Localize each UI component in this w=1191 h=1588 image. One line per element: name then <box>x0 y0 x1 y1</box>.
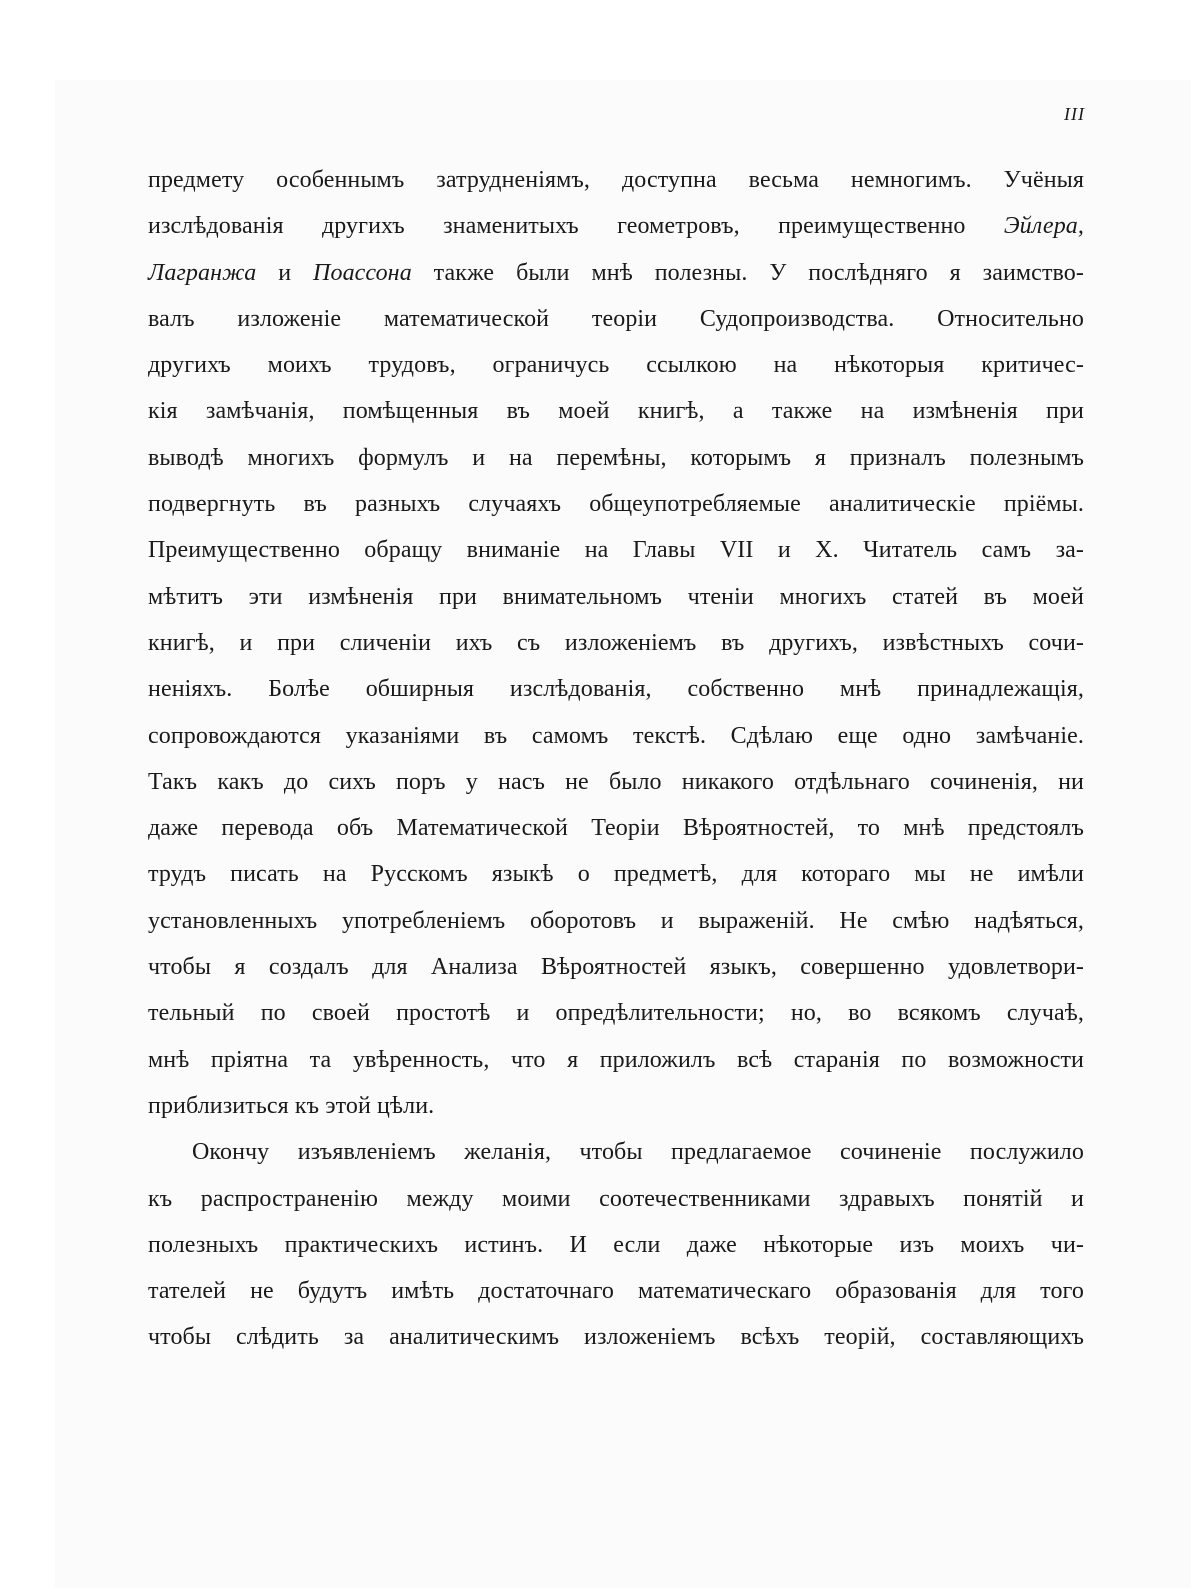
text-line: къ распространенiю между моими соотечественниками здравыхъ понятiй и <box>148 1185 1084 1212</box>
text-line: другихъ моихъ трудовъ, ограничусь ссылкою на нѣкоторыя критичес- <box>148 352 1084 379</box>
text-line: Окончу изъявленiемъ желанiя, чтобы предлагаемое сочиненiе послужило <box>192 1139 1084 1166</box>
text-line: мнѣ прiятна та увѣренность, что я приложилъ всѣ старанiя по возможности <box>148 1046 1084 1073</box>
text-line: предмету особеннымъ затрудненiямъ, доступна весьма немногимъ. Учёныя <box>148 167 1084 193</box>
text-line: установленныхъ употребленiемъ оборотовъ и выраженiй. Не смѣю надѣяться, <box>148 907 1084 934</box>
text-line: тельный по своей простотѣ и опредѣлительности; но, во всякомъ случаѣ, <box>148 1000 1084 1027</box>
page-number: III <box>1064 104 1085 124</box>
text-line: чтобы слѣдить за аналитическимъ изложенiемъ всѣхъ теорiй, составляющихъ <box>148 1324 1084 1351</box>
text-line: приблизиться къ этой цѣли. <box>148 1092 435 1119</box>
text-line: книгѣ, и при сличенiи ихъ съ изложенiемъ въ другихъ, извѣстныхъ сочи- <box>148 629 1084 656</box>
text-line: Такъ какъ до сихъ поръ у насъ не было никакого отдѣльнаго сочиненiя, ни <box>148 768 1084 795</box>
text-line: чтобы я создалъ для Анализа Вѣроятностей языкъ, совершенно удовлетвори- <box>148 954 1084 981</box>
text-line: валъ изложенiе математической теорiи Судопроизводства. Относительно <box>148 305 1084 332</box>
text-line: полезныхъ практическихъ истинъ. И если даже нѣкоторые изъ моихъ чи- <box>148 1231 1084 1258</box>
text-line: кiя замѣчанiя, помѣщенныя въ моей книгѣ, а также на измѣненiя при <box>148 398 1084 425</box>
text-line: выводѣ многихъ формулъ и на перемѣны, которымъ я призналъ полезнымъ <box>148 444 1084 471</box>
text-line: Преимущественно обращу вниманiе на Главы VII и X. Читатель самъ за- <box>148 537 1084 564</box>
text-line: мѣтитъ эти измѣненiя при внимательномъ чтенiи многихъ статей въ моей <box>148 583 1084 610</box>
text-line: тателей не будутъ имѣть достаточнаго математическаго образованiя для того <box>148 1278 1084 1305</box>
text-line: трудъ писать на Русскомъ языкѣ о предметѣ, для котораго мы не имѣли <box>148 861 1084 888</box>
body-text <box>148 157 1084 1361</box>
text-line: сопровождаются указанiями въ самомъ текстѣ. Сдѣлаю еще одно замѣчанiе. <box>148 722 1084 749</box>
text-line: Лагранжа и Поассона также были мнѣ полезны. У послѣдняго я заимство- <box>148 259 1084 286</box>
text-line: ненiяхъ. Болѣе обширныя изслѣдованiя, собственно мнѣ принадлежащiя, <box>148 676 1084 703</box>
text-line: подвергнуть въ разныхъ случаяхъ общеупотребляемые аналитическiе прiёмы. <box>148 491 1084 518</box>
text-line: изслѣдованiя другихъ знаменитыхъ геометровъ, преимущественно Эйлера, <box>148 213 1084 240</box>
text-line: даже перевода объ Математической Теорiи Вѣроятностей, то мнѣ предстоялъ <box>148 815 1084 842</box>
